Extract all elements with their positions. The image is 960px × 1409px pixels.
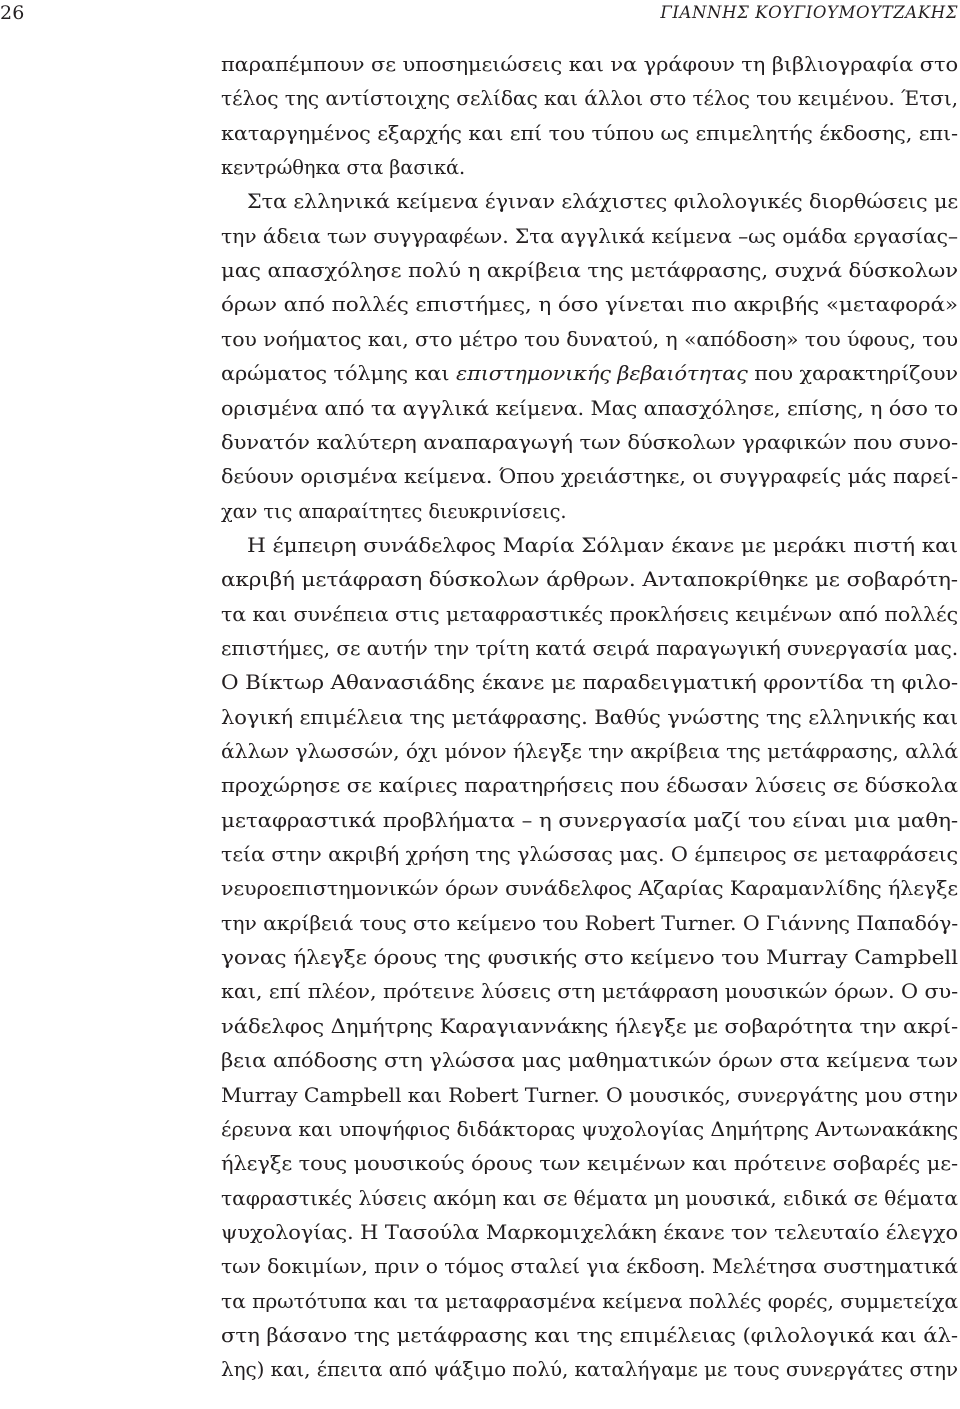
text-line: [221, 632, 958, 666]
text-run: που χαρακτηρίζουν: [747, 362, 958, 386]
text-line: [221, 872, 958, 906]
text-run: ήλεγξε τους μουσικούς όρους των κειμένων και πρότεινε σοβαρές με-: [221, 1152, 959, 1176]
text-run: αρώματος τόλμης και: [221, 362, 457, 386]
text-line: [221, 1044, 958, 1078]
text-line: [221, 907, 958, 941]
running-head: ΓΙΑΝΝΗΣ ΚΟΥΓΙΟΥΜΟΥΤΖΑΚΗΣ: [660, 3, 958, 22]
text-line: [247, 185, 958, 219]
text-line: [221, 117, 958, 151]
text-line: [247, 529, 958, 563]
text-run: Ο Βίκτωρ Αθανασιάδης έκανε με παραδειγματική φροντίδα τη φιλο-: [221, 671, 959, 695]
text-line: [221, 1079, 958, 1113]
text-run: του νοήματος και, στο μέτρο του δυνατού, η «απόδοση» του ύφους, του: [221, 327, 958, 351]
text-run: ταφραστικές λύσεις ακόμη και σε θέματα μη μουσικά, ειδικά σε θέματα: [221, 1186, 959, 1210]
text-run: νευροεπιστημονικών όρων συνάδελφος Αζαρίας Καραμανλίδης ήλεγξε: [221, 877, 958, 901]
text-run: νάδελφος Δημήτρης Καραγιαννάκης ήλεγξε με σοβαρότητα την ακρί-: [221, 1014, 959, 1038]
text-run: Murray Campbell και Robert Turner. Ο μουσικός, συνεργάτης μου στην: [221, 1083, 958, 1107]
text-line: [221, 666, 958, 700]
text-line: [221, 1113, 958, 1147]
text-line: [221, 426, 958, 460]
text-run: τα και συνέπεια στις μεταφραστικές προκλήσεις κειμένων από πολλές: [221, 602, 959, 626]
text-run: επιστήμες, σε αυτήν την τρίτη κατά σειρά παραγωγική συνεργασία μας.: [221, 636, 959, 660]
text-line: [221, 1147, 958, 1181]
text-run: τεία στην ακριβή χρήση της γλώσσας μας. Ο έμπειρος σε μεταφράσεις: [221, 843, 959, 867]
text-run: άλλων γλωσσών, όχι μόνον ήλεγξε την ακρίβεια της μετάφρασης, αλλά: [221, 740, 958, 763]
text-run: όρων από πολλές επιστήμες, η όσο γίνεται πιο ακριβής «μεταφορά»: [221, 293, 959, 317]
text-line: [221, 735, 958, 769]
text-line: [221, 1250, 958, 1284]
text-line: [221, 323, 958, 357]
text-line: [221, 804, 958, 838]
italic-phrase: επιστημονικής βεβαιότητας: [456, 362, 748, 386]
text-line: [221, 357, 958, 391]
text-run: ψυχολογίας. Η Τασούλα Μαρκομιχελάκη έκανε τον τελευταίο έλεγχο: [221, 1220, 959, 1244]
text-run: λης) και, έπειτα από ψάξιμο πολύ, καταλήγαμε με τους συνεργάτες στην: [221, 1358, 958, 1382]
text-line: [221, 1010, 958, 1044]
text-run: ορισμένα από τα αγγλικά κείμενα. Μας απασχόλησε, επίσης, η όσο το: [221, 396, 958, 420]
text-line: [221, 495, 566, 529]
text-run: βεια απόδοσης στη γλώσσα μας μαθηματικών όρων στα κείμενα των: [221, 1049, 958, 1073]
text-line: [221, 82, 958, 116]
text-run: την ακρίβειά τους στο κείμενο του Robert Turner. Ο Γιάννης Παπαδόγ-: [221, 911, 959, 935]
text-line: [221, 460, 958, 494]
text-run: κεντρώθηκα στα βασικά.: [221, 156, 466, 180]
text-line: [221, 392, 958, 426]
text-line: [221, 701, 958, 735]
text-line: [221, 563, 958, 597]
text-run: καταργημένος εξαρχής και επί του τύπου ως επιμελητής έκδοσης, επι-: [221, 121, 958, 145]
page-number: 26: [0, 2, 25, 24]
text-line: [221, 598, 958, 632]
text-line: [221, 838, 958, 872]
text-run: τέλος της αντίστοιχης σελίδας και άλλοι στο τέλος του κειμένου. Έτσι,: [221, 87, 959, 111]
text-line: [221, 941, 958, 975]
text-line: [221, 48, 958, 82]
text-run: δυνατόν καλύτερη αναπαραγωγή των δύσκολων γραφικών που συνο-: [221, 430, 958, 454]
text-line: [221, 975, 958, 1009]
text-line: [221, 1319, 958, 1353]
text-run: και, επί πλέον, πρότεινε λύσεις στη μετάφραση μουσικών όρων. Ο συ-: [221, 980, 959, 1004]
page-header: [0, 0, 960, 30]
text-line: [221, 1353, 958, 1387]
text-run: Η έμπειρη συνάδελφος Μαρία Σόλμαν έκανε με μεράκι πιστή και: [247, 533, 958, 557]
text-line: [221, 151, 465, 185]
text-line: [221, 288, 958, 322]
text-line: [221, 1182, 958, 1216]
text-run: ακριβή μετάφραση δύσκολων άρθρων. Ανταποκρίθηκε με σοβαρότη-: [221, 568, 958, 592]
text-run: στη βάσανο της μετάφρασης και της επιμέλειας (φιλολογικά και άλ-: [221, 1323, 959, 1347]
text-run: Στα ελληνικά κείμενα έγιναν ελάχιστες φιλολογικές διορθώσεις με: [247, 190, 959, 214]
text-run: χαν τις απαραίτητες διευκρινίσεις.: [221, 499, 567, 523]
text-run: έρευνα και υποψήφιος διδάκτορας ψυχολογίας Δημήτρης Αντωνακάκης: [221, 1117, 959, 1141]
text-run: γονας ήλεγξε όρους της φυσικής στο κείμενο του Murray Campbell: [221, 946, 958, 970]
text-run: μας απασχόλησε πολύ η ακρίβεια της μετάφρασης, συχνά δύσκολων: [221, 259, 959, 283]
text-run: τα πρωτότυπα και τα μεταφρασμένα κείμενα πολλές φορές, συμμετείχα: [221, 1289, 958, 1313]
text-line: [221, 1216, 958, 1250]
text-run: των δοκιμίων, πριν ο τόμος σταλεί για έκδοση. Μελέτησα συστηματικά: [221, 1255, 958, 1279]
text-run: μεταφραστικά προβλήματα – η συνεργασία μαζί του είναι μια μαθη-: [221, 808, 958, 832]
text-run: την άδεια των συγγραφέων. Στα αγγλικά κείμενα –ως ομάδα εργασίας–: [221, 224, 958, 248]
text-run: δεύουν ορισμένα κείμενα. Όπου χρειάστηκε, οι συγγραφείς μάς παρεί-: [221, 465, 958, 489]
text-line: [221, 220, 958, 254]
text-run: παραπέμπουν σε υποσημειώσεις και να γράφουν τη βιβλιογραφία στο: [221, 53, 959, 76]
text-run: λογική επιμέλεια της μετάφρασης. Βαθύς γνώστης της ελληνικής και: [221, 705, 958, 729]
text-line: [221, 254, 958, 288]
text-line: [221, 1285, 958, 1319]
text-run: προχώρησε σε καίριες παρατηρήσεις που έδωσαν λύσεις σε δύσκολα: [221, 774, 959, 798]
text-line: [221, 769, 958, 803]
